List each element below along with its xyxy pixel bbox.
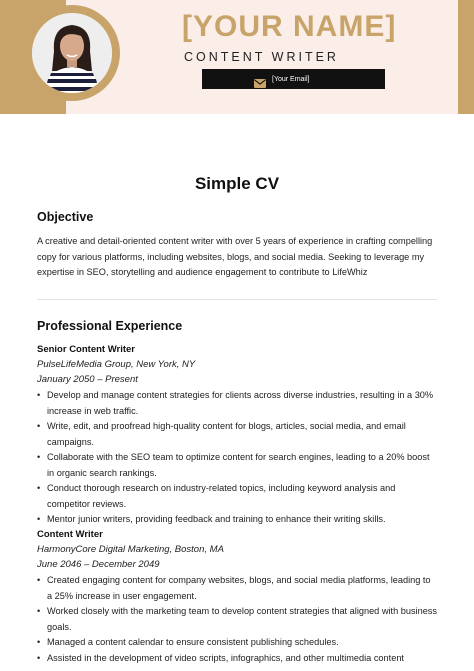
email-text: [Your Email] [272, 75, 310, 83]
job-bullet-list [37, 388, 437, 528]
profile-photo-illustration [32, 13, 112, 93]
email-bar [202, 69, 385, 89]
job-bullet: • Develop and manage content strategies for clients across diverse industries, resulting in a 30% increase in web traffic. [37, 388, 437, 419]
job-bullet: • Created engaging content for company websites, blogs, and social media platforms, leading to a 25% increase in user engagement. [37, 573, 437, 604]
objective-text: A creative and detail-oriented content writer with over 5 years of experience in crafting compelling copy for various platforms, including websites, blogs, and social media. Seeking to leverage my expertise in SEO, storytelling and audience engagement to contribute to LifeWhiz [37, 236, 433, 277]
job-bullet-list [37, 573, 437, 666]
cv-header [0, 0, 474, 114]
envelope-icon [254, 75, 266, 84]
profile-photo [32, 13, 112, 93]
job-title: Senior Content Writer [37, 344, 135, 355]
experience-heading: Professional Experience [37, 319, 183, 333]
job-bullet: • Conduct thorough research on industry-related topics, including keyword analysis and competitor reviews. [37, 481, 437, 512]
job-company: HarmonyCore Digital Marketing, Boston, MA [37, 544, 224, 555]
job-company: PulseLifeMedia Group, New York, NY [37, 359, 196, 370]
candidate-role: CONTENT WRITER [184, 50, 339, 64]
job-title: Content Writer [37, 529, 103, 540]
objective-heading: Objective [37, 210, 94, 224]
job-bullet: • Worked closely with the marketing team to develop content strategies that aligned with business goals. [37, 604, 437, 635]
job-bullet: • Managed a content calendar to ensure consistent publishing schedules. [37, 635, 437, 651]
job-bullet: • Collaborate with the SEO team to optimize content for search engines, leading to a 20% boost in organic search rankings. [37, 450, 437, 481]
document-title: Simple CV [194, 174, 280, 193]
job-bullet: • Write, edit, and proofread high-quality content for blogs, articles, social media, and email campaigns. [37, 419, 437, 450]
job-dates: June 2046 – December 2049 [37, 559, 160, 570]
job-bullet: • Mentor junior writers, providing feedback and training to enhance their writing skills. [37, 512, 437, 528]
section-divider [37, 299, 437, 300]
job-bullet: • Assisted in the development of video scripts, infographics, and other multimedia content [37, 651, 437, 667]
candidate-name: [YOUR NAME] [182, 10, 397, 43]
header-gold-band-right [458, 0, 474, 114]
job-dates: January 2050 – Present [37, 374, 138, 385]
